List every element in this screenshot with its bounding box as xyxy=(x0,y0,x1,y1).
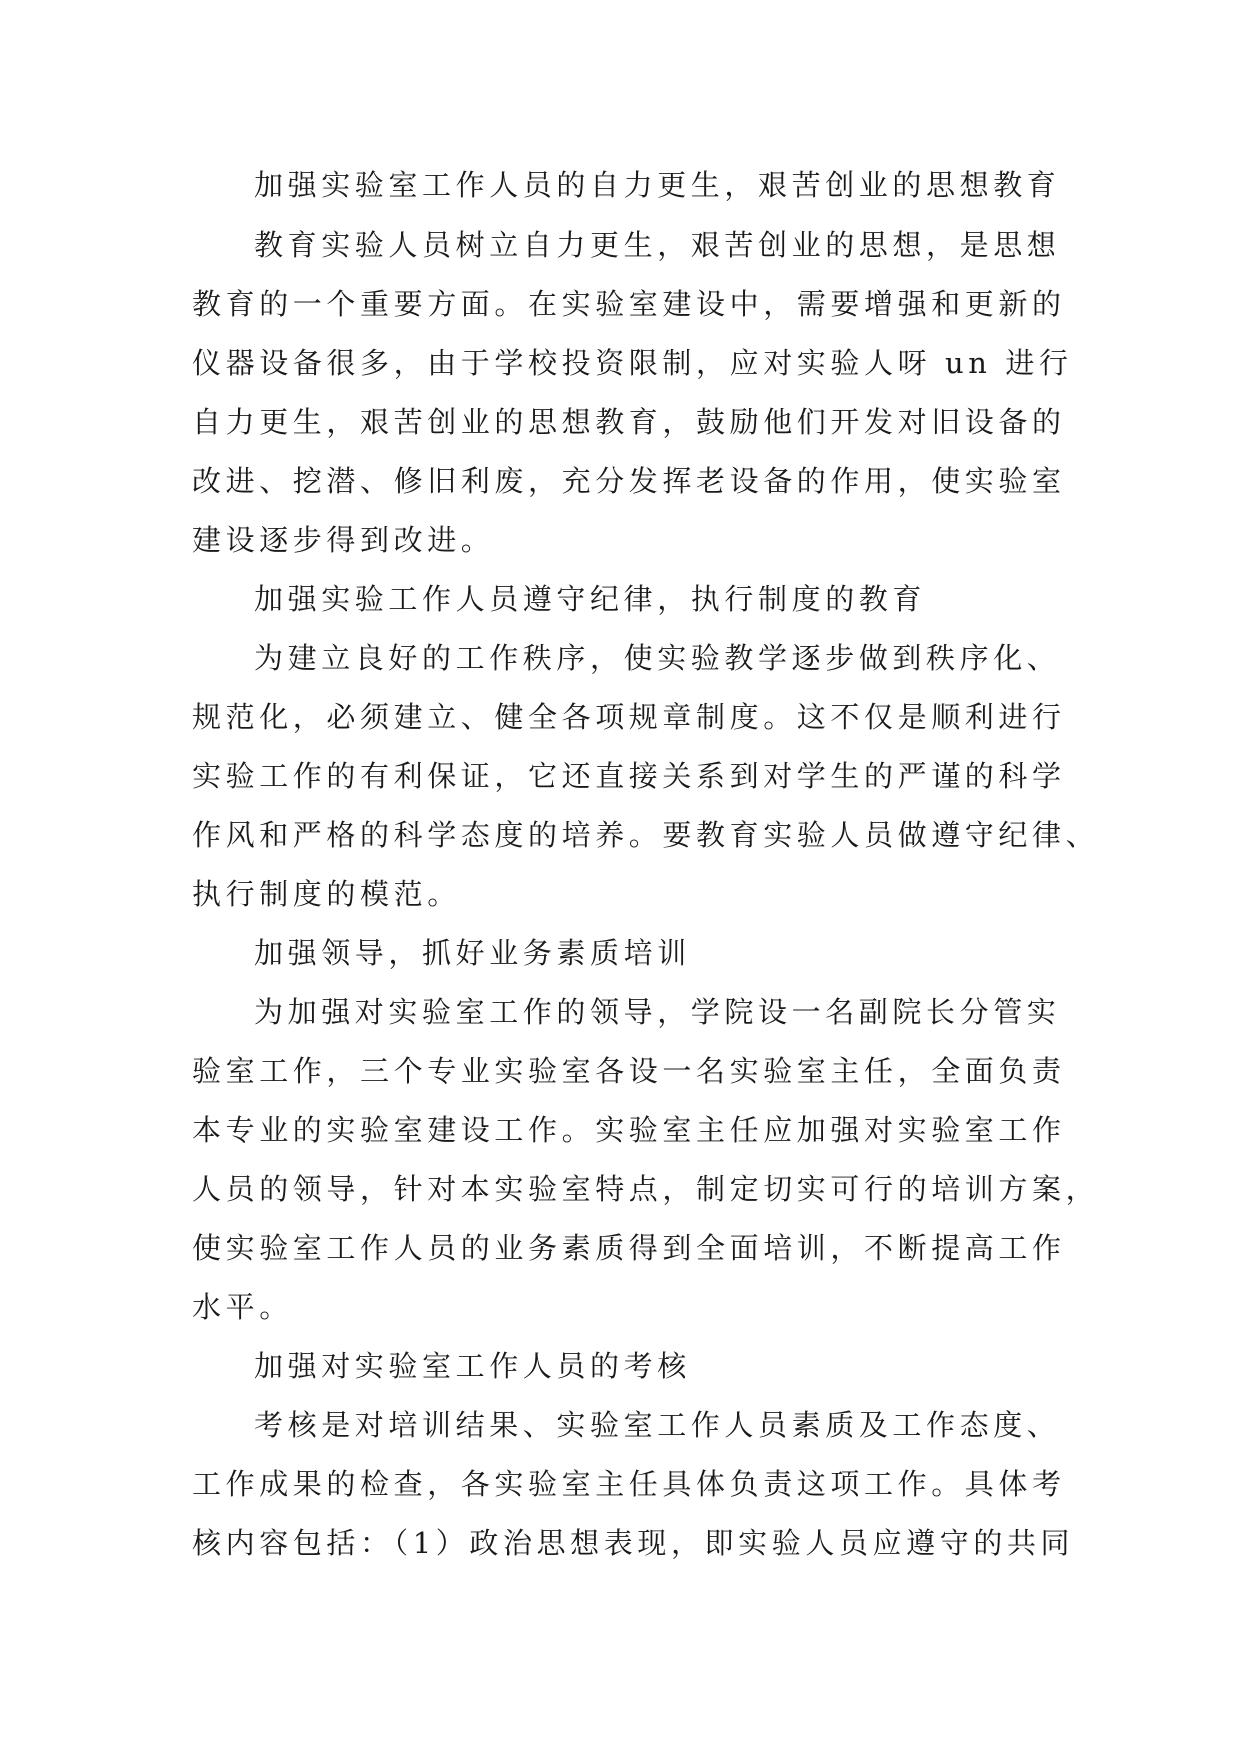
section-heading: 加强对实验室工作人员的考核 xyxy=(254,1349,691,1383)
paragraph-line: 本专业的实验室建设工作。实验室主任应加强对实验室工作 xyxy=(192,1113,1066,1147)
section-heading: 加强领导，抓好业务素质培训 xyxy=(254,936,691,970)
paragraph-line: 仪器设备很多，由于学校投资限制，应对实验人呀 un 进行 xyxy=(192,346,1073,380)
paragraph-line: 人员的领导，针对本实验室特点，制定切实可行的培训方案， xyxy=(192,1172,1100,1206)
section-heading: 加强实验室工作人员的自力更生，艰苦创业的思想教育 xyxy=(254,168,1061,202)
paragraph-line: 实验工作的有利保证，它还直接关系到对学生的严谨的科学 xyxy=(192,759,1066,793)
paragraph-line: 使实验室工作人员的业务素质得到全面培训，不断提高工作 xyxy=(192,1231,1066,1265)
paragraph-line: 执行制度的模范。 xyxy=(192,877,461,911)
paragraph-line: 建设逐步得到改进。 xyxy=(192,523,495,557)
paragraph-line: 工作成果的检查，各实验室主任具体负责这项工作。具体考 xyxy=(192,1467,1066,1501)
paragraph-line: 验室工作，三个专业实验室各设一名实验室主任，全面负责 xyxy=(192,1054,1066,1088)
paragraph-line: 自力更生，艰苦创业的思想教育，鼓励他们开发对旧设备的 xyxy=(192,405,1066,439)
section-heading: 加强实验工作人员遵守纪律，执行制度的教育 xyxy=(254,582,927,616)
paragraph-line: 作风和严格的科学态度的培养。要教育实验人员做遵守纪律、 xyxy=(192,818,1100,852)
paragraph-line: 教育实验人员树立自力更生，艰苦创业的思想，是思想 xyxy=(254,228,1061,262)
paragraph-line: 水平。 xyxy=(192,1290,293,1324)
paragraph-line: 教育的一个重要方面。在实验室建设中，需要增强和更新的 xyxy=(192,287,1066,321)
paragraph-line: 为加强对实验室工作的领导，学院设一名副院长分管实 xyxy=(254,995,1061,1029)
paragraph-line: 考核是对培训结果、实验室工作人员素质及工作态度、 xyxy=(254,1408,1061,1442)
paragraph-line: 核内容包括：（1）政治思想表现，即实验人员应遵守的共同 xyxy=(192,1526,1075,1560)
paragraph-line: 为建立良好的工作秩序，使实验教学逐步做到秩序化、 xyxy=(254,641,1061,675)
paragraph-line: 规范化，必须建立、健全各项规章制度。这不仅是顺利进行 xyxy=(192,700,1066,734)
paragraph-line: 改进、挖潜、修旧利废，充分发挥老设备的作用，使实验室 xyxy=(192,464,1066,498)
